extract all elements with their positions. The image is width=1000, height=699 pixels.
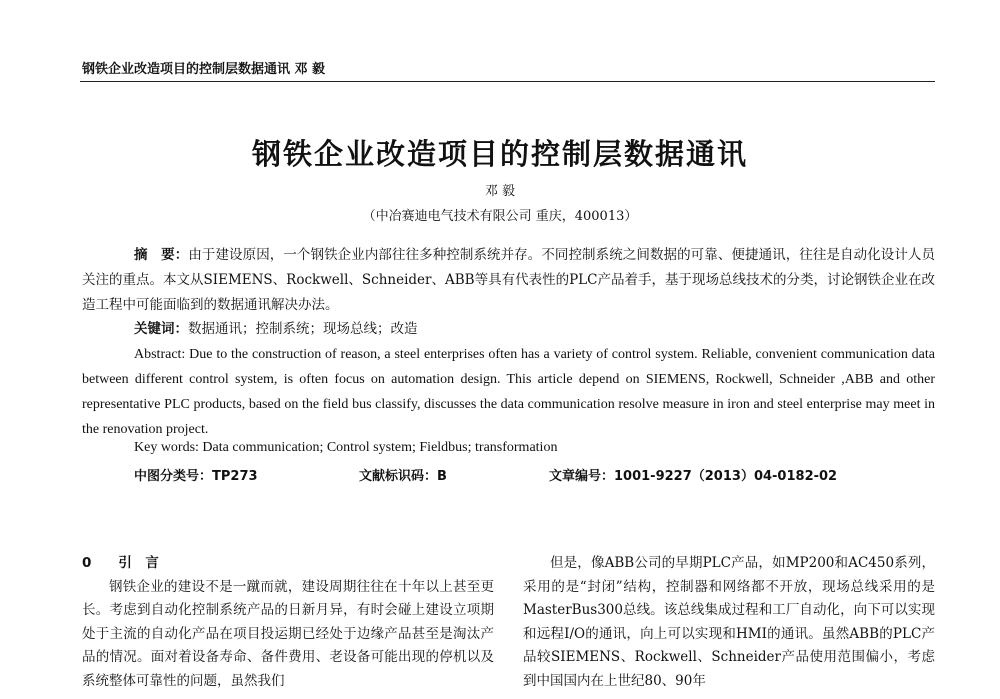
classification-meta [134, 465, 854, 484]
abstract-cn [82, 243, 935, 318]
affiliation: （中冶赛迪电气技术有限公司 重庆，400013） [362, 209, 638, 224]
article-number: 文章编号：1001-9227（2013）04-0182-02 [549, 469, 838, 484]
keywords-text: 数据通讯；控制系统；现场总线；改造 [188, 321, 418, 337]
left-column [82, 552, 494, 693]
author: 邓 毅 [484, 184, 516, 199]
header-rule [80, 81, 935, 82]
document-code: 文献标识码：B [359, 469, 447, 484]
keywords-cn [134, 317, 418, 337]
abstract-en: Abstract: Due to the construction of reason, a steel enterprises often has a variety of control system. Reliable, convenient communication data between different control system, is often focus on automation design. This article depend on SIEMENS, Rockwell, Schneider ,ABB and other representative PLC products, based on the field bus classify, discusses the data communication resolve measure in iron and steel enterprise may meet in the renovation project. [82, 347, 935, 437]
abstract-label: 摘 要： [134, 247, 189, 263]
body-paragraph: 钢铁企业的建设不是一蹴而就，建设周期往往在十年以上甚至更长。考虑到自动化控制系统产品的日新月异，有时会碰上建设立项期处于主流的自动化产品在项目投运期已经处于边缘产品甚至是淘汰产品的情况。面对着设备寿命、备件费用、老设备可能出现的停机以及系统整体可靠性的问题，虽然我们 [82, 578, 494, 689]
section-heading: 0 引 言 [82, 555, 159, 571]
body-paragraph: 但是，像ABB公司的早期PLC产品，如MP200和AC450系列，采用的是“封闭”结构，控制器和网络都不开放，现场总线采用的是MasterBus300总线。该总线集成过程和工厂自动化，向下可以实现和远程I/O的通讯，向上可以实现和HMI的通讯。虽然ABB的PLC产品较SIEMENS、Rockwell、Schneider产品使用范围偏小，考虑到中国国内在上世纪80、90年 [523, 555, 935, 689]
paper-title: 钢铁企业改造项目的控制层数据通讯 [251, 137, 748, 171]
right-column [523, 552, 935, 693]
keywords-label: 关键词： [134, 321, 188, 337]
keywords-en: Key words: Data communication; Control system; Fieldbus; transformation [134, 440, 558, 455]
clc-number: 中图分类号：TP273 [134, 469, 258, 484]
abstract-text: 由于建设原因，一个钢铁企业内部往往多种控制系统并存。不同控制系统之间数据的可靠、便捷通讯，往往是自动化设计人员关注的重点。本文从SIEMENS、Rockwell、Schneider、ABB等具有代表性的PLC产品着手，基于现场总线技术的分类，讨论钢铁企业在改造工程中可能面临到的数据通讯解决办法。 [82, 247, 936, 313]
running-header: 钢铁企业改造项目的控制层数据通讯 邓 毅 [82, 62, 326, 77]
